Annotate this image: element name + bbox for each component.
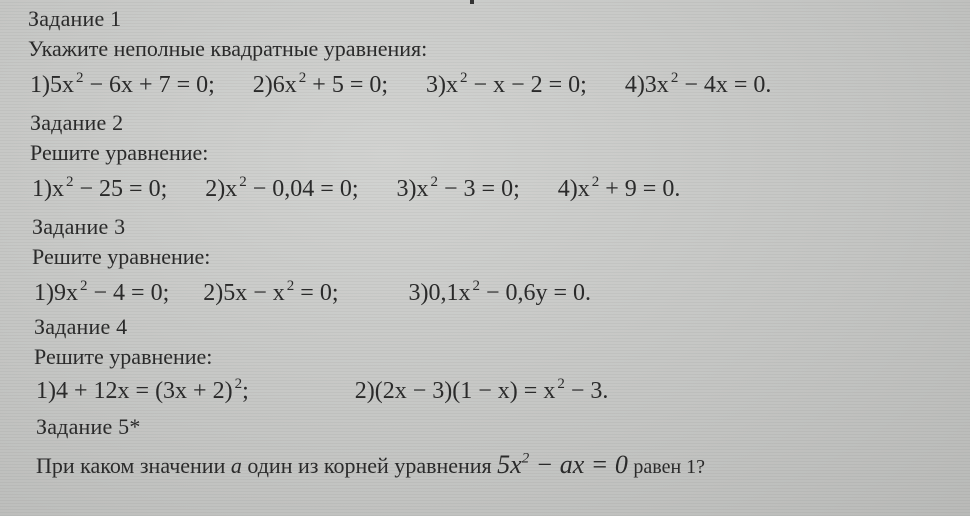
task2-eq-4: 4)x $^2$ + 9 = 0.	[557, 174, 681, 202]
task3-eq-2: 2)5x − x $^2$ = 0;	[203, 278, 339, 306]
task1-instruction: Укажите неполные квадратные уравнения:	[28, 36, 428, 61]
task1-eq-1: 1)5x $^2$ − 6x + 7 = 0;	[30, 70, 215, 98]
task1-title: Задание 1	[28, 6, 122, 31]
task1-eq-4: 4)3x $^2$ − 4x = 0.	[624, 70, 772, 98]
task5-question-middle: один из корней уравнения	[241, 453, 498, 478]
task2-eq-1: 1)x $^2$ − 25 = 0;	[32, 174, 168, 202]
task2-eq-2: 2)x $^2$ − 0,04 = 0;	[205, 174, 359, 202]
task4-eq-2: 2)(2x − 3)(1 − x) = x $^2$ − 3.	[354, 376, 609, 404]
task5-question	[36, 450, 705, 480]
task5-question-end: равен 1?	[633, 456, 706, 478]
task1-eq-3: 3)x $^2$ − x − 2 = 0;	[426, 70, 587, 98]
task4-title: Задание 4	[34, 314, 128, 339]
task2-instruction: Решите уравнение:	[30, 140, 209, 165]
task1-equations	[30, 72, 803, 99]
task3-instruction: Решите уравнение:	[32, 244, 211, 269]
task3-title: Задание 3	[32, 214, 126, 239]
task5-equation: $5x^2$ − ax = 0	[497, 450, 628, 479]
task1-eq-2: 2)6x $^2$ + 5 = 0;	[252, 70, 389, 98]
task2-equations	[32, 176, 712, 203]
task5-question-start: При каком значении	[36, 453, 231, 478]
task4-equations	[36, 378, 640, 405]
page-mark	[470, 0, 474, 4]
task4-eq-1: 1)4 + 12x = (3x + 2) $^2$;	[36, 376, 249, 404]
task3-eq-1: 1)9x $^2$ − 4 = 0;	[34, 278, 170, 306]
task3-eq-3: 3)0,1x $^2$ − 0,6y = 0.	[408, 278, 592, 306]
task5-var-a: a	[230, 453, 242, 478]
task4-instruction: Решите уравнение:	[34, 344, 213, 369]
task2-title: Задание 2	[30, 110, 124, 135]
task5-title: Задание 5*	[36, 414, 141, 439]
task3-equations	[34, 280, 623, 307]
task2-eq-3: 3)x $^2$ − 3 = 0;	[396, 174, 520, 202]
